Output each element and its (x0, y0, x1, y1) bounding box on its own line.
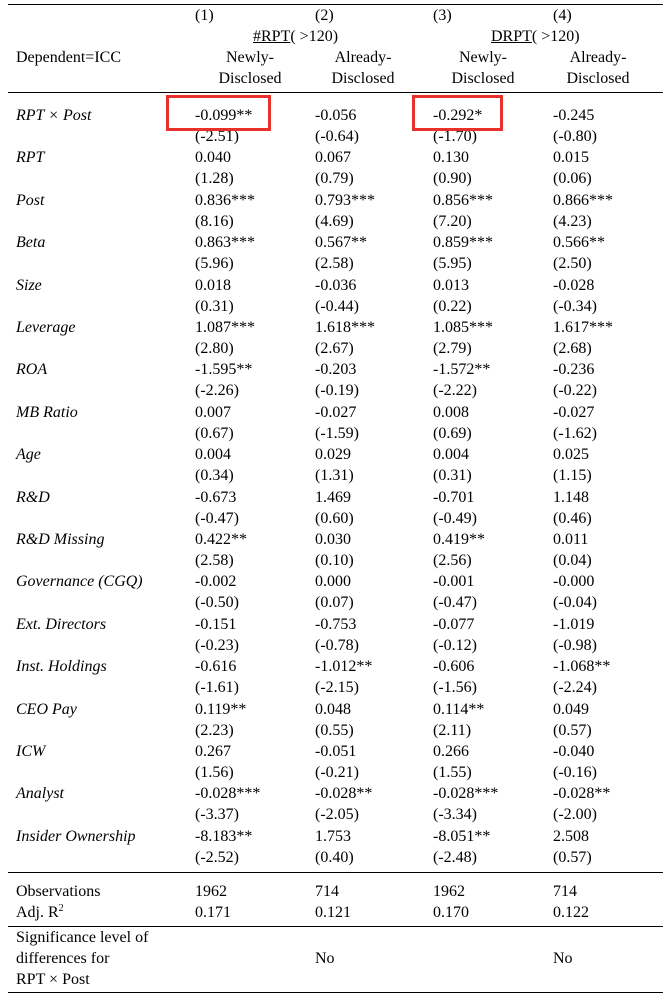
variable-label: R&D Missing (16, 531, 105, 548)
coefficient-value: -0.002 (195, 573, 237, 590)
t-statistic-value: (-1.70) (433, 128, 477, 145)
t-statistic-value: (0.34) (195, 467, 234, 484)
coefficient-value: 0.114** (433, 701, 485, 718)
coefficient-value: 2.508 (553, 828, 589, 845)
t-statistic-value: (-2.15) (315, 679, 359, 696)
coefficient-value: -0.203 (315, 361, 357, 378)
t-statistic-value: (5.96) (195, 255, 234, 272)
t-statistic-value: (0.60) (315, 510, 354, 527)
col-number: (2) (315, 7, 334, 24)
t-statistic-value: (-2.52) (195, 849, 239, 866)
significance-label: differences for (16, 950, 110, 967)
t-statistic-value: (-2.05) (315, 806, 359, 823)
coefficient-value: -0.701 (433, 489, 475, 506)
coefficient-value: 0.018 (195, 277, 231, 294)
col-number: (3) (433, 7, 452, 24)
variable-label: Ext. Directors (16, 616, 107, 633)
dependent-variable-label: Dependent=ICC (16, 49, 121, 66)
coefficient-value: 0.048 (315, 701, 351, 718)
t-statistic-value: (2.79) (433, 340, 472, 357)
coefficient-value: -0.028 (553, 277, 595, 294)
group-header-rpt-threshold: ( >120) (290, 28, 339, 45)
variable-label: Age (16, 446, 41, 463)
coefficient-value: 1.753 (315, 828, 351, 845)
coefficient-value: -0.753 (315, 616, 357, 633)
coefficient-value: -0.028** (553, 785, 611, 802)
observations-label: Observations (16, 883, 101, 900)
t-statistic-value: (0.31) (433, 467, 472, 484)
coefficient-value: -8.183** (195, 828, 253, 845)
significance-value: No (553, 950, 573, 967)
t-statistic-value: (1.15) (553, 467, 592, 484)
coefficient-value: 0.130 (433, 149, 469, 166)
t-statistic-value: (0.46) (553, 510, 592, 527)
header-rule (8, 92, 663, 93)
coefficient-value: 0.267 (195, 743, 231, 760)
coefficient-value: -0.616 (195, 658, 237, 675)
t-statistic-value: (2.58) (195, 552, 234, 569)
t-statistic-value: (-0.80) (553, 128, 597, 145)
variable-label: Inst. Holdings (16, 658, 107, 675)
coefficient-value: 0.422** (195, 531, 247, 548)
coefficient-value: 0.040 (195, 149, 231, 166)
t-statistic-value: (4.23) (553, 213, 592, 230)
coefficient-value: -0.000 (553, 573, 595, 590)
coefficient-value: 0.793*** (315, 192, 375, 209)
coefficient-value: 0.004 (433, 446, 469, 463)
t-statistic-value: (-2.24) (553, 679, 597, 696)
highlight-box-col3 (412, 95, 503, 131)
t-statistic-value: (-2.00) (553, 806, 597, 823)
t-statistic-value: (-3.37) (195, 806, 239, 823)
column-sublabel: Already- (569, 49, 627, 66)
coefficient-value: -1.572** (433, 361, 491, 378)
t-statistic-value: (-0.50) (195, 594, 239, 611)
t-statistic-value: (1.31) (315, 467, 354, 484)
coefficient-value: 0.015 (553, 149, 589, 166)
coefficient-value: 0.013 (433, 277, 469, 294)
variable-label: RPT (16, 149, 45, 166)
adj-r2-label (16, 903, 64, 923)
coefficient-value: -0.028*** (195, 785, 261, 802)
t-statistic-value: (0.79) (315, 170, 354, 187)
column-sublabel: Newly- (226, 49, 274, 66)
coefficient-value: 0.007 (195, 404, 231, 421)
significance-label: RPT × Post (16, 971, 90, 988)
coefficient-value: -0.056 (315, 107, 357, 124)
coefficient-value: -0.245 (553, 107, 595, 124)
observations-value: 714 (315, 883, 339, 900)
t-statistic-value: (2.56) (433, 552, 472, 569)
coefficient-value: 0.000 (315, 573, 351, 590)
coefficient-value: -0.151 (195, 616, 237, 633)
t-statistic-value: (2.68) (553, 340, 592, 357)
t-statistic-value: (-2.51) (195, 128, 239, 145)
group-header-drpt-name: DRPT (491, 28, 532, 45)
coefficient-value: 0.863*** (195, 234, 255, 251)
t-statistic-value: (-1.62) (553, 425, 597, 442)
t-statistic-value: (-0.98) (553, 637, 597, 654)
bottom-rule (8, 992, 663, 993)
group-header-rpt (253, 27, 338, 47)
coefficient-value: 1.085*** (433, 319, 493, 336)
observations-value: 1962 (195, 883, 227, 900)
t-statistic-value: (0.90) (433, 170, 472, 187)
t-statistic-value: (2.23) (195, 722, 234, 739)
coefficient-value: -1.595** (195, 361, 253, 378)
coefficient-value: -0.236 (553, 361, 595, 378)
column-sublabel: Already- (334, 49, 392, 66)
coefficient-value: -0.099** (195, 107, 253, 124)
variable-label: Beta (16, 234, 46, 251)
t-statistic-value: (2.67) (315, 340, 354, 357)
t-statistic-value: (1.55) (433, 764, 472, 781)
coefficient-value: 0.025 (553, 446, 589, 463)
coefficient-value: 0.030 (315, 531, 351, 548)
variable-label: CEO Pay (16, 701, 77, 718)
coefficient-value: 1.469 (315, 489, 351, 506)
coefficient-value: 0.008 (433, 404, 469, 421)
t-statistic-value: (0.40) (315, 849, 354, 866)
t-statistic-value: (2.80) (195, 340, 234, 357)
coefficient-value: -0.292* (433, 107, 483, 124)
t-statistic-value: (2.58) (315, 255, 354, 272)
coefficient-value: 0.566** (553, 234, 605, 251)
t-statistic-value: (0.57) (553, 849, 592, 866)
group-header-drpt (491, 27, 580, 47)
coefficient-value: 0.029 (315, 446, 351, 463)
coefficient-value: -0.027 (553, 404, 595, 421)
col-number: (4) (553, 7, 572, 24)
t-statistic-value: (-2.22) (433, 382, 477, 399)
coefficient-value: -0.028** (315, 785, 373, 802)
variable-label: RPT × Post (16, 107, 92, 124)
t-statistic-value: (0.67) (195, 425, 234, 442)
variable-label: Post (16, 192, 45, 209)
coefficient-value: -0.606 (433, 658, 475, 675)
body-rule (8, 872, 663, 873)
coefficient-value: 0.049 (553, 701, 589, 718)
variable-label: MB Ratio (16, 404, 78, 421)
t-statistic-value: (4.69) (315, 213, 354, 230)
variable-label: Analyst (16, 785, 64, 802)
coefficient-value: 0.266 (433, 743, 469, 760)
coefficient-value: -0.051 (315, 743, 357, 760)
t-statistic-value: (0.69) (433, 425, 472, 442)
variable-label: Size (16, 277, 42, 294)
adj-r2-value: 0.170 (433, 904, 469, 921)
coefficient-value: 1.618*** (315, 319, 375, 336)
t-statistic-value: (-0.22) (553, 382, 597, 399)
coefficient-value: 0.011 (553, 531, 589, 548)
coefficient-value: -0.027 (315, 404, 357, 421)
t-statistic-value: (2.11) (433, 722, 472, 739)
variable-label: R&D (16, 489, 50, 506)
t-statistic-value: (-1.61) (195, 679, 239, 696)
t-statistic-value: (-0.16) (553, 764, 597, 781)
coefficient-value: -0.040 (553, 743, 595, 760)
t-statistic-value: (-0.19) (315, 382, 359, 399)
coefficient-value: -1.019 (553, 616, 595, 633)
t-statistic-value: (-2.26) (195, 382, 239, 399)
t-statistic-value: (1.56) (195, 764, 234, 781)
coefficient-value: 0.119** (195, 701, 247, 718)
col-number: (1) (195, 7, 214, 24)
variable-label: Governance (CGQ) (16, 573, 143, 590)
coefficient-value: -1.012** (315, 658, 373, 675)
coefficient-value: -0.673 (195, 489, 237, 506)
column-sublabel: Disclosed (566, 70, 630, 87)
coefficient-value: 0.859*** (433, 234, 493, 251)
coefficient-value: -0.077 (433, 616, 475, 633)
t-statistic-value: (-0.78) (315, 637, 359, 654)
variable-label: Insider Ownership (16, 828, 136, 845)
coefficient-value: 1.087*** (195, 319, 255, 336)
observations-value: 1962 (433, 883, 465, 900)
t-statistic-value: (5.95) (433, 255, 472, 272)
t-statistic-value: (-2.48) (433, 849, 477, 866)
column-sublabel: Disclosed (218, 70, 282, 87)
t-statistic-value: (2.50) (553, 255, 592, 272)
t-statistic-value: (-0.47) (195, 510, 239, 527)
variable-label: Leverage (16, 319, 76, 336)
top-rule (8, 4, 663, 5)
t-statistic-value: (-0.44) (315, 298, 359, 315)
t-statistic-value: (-0.34) (553, 298, 597, 315)
t-statistic-value: (0.06) (553, 170, 592, 187)
variable-label: ICW (16, 743, 46, 760)
coefficient-value: 1.617*** (553, 319, 613, 336)
t-statistic-value: (-1.56) (433, 679, 477, 696)
t-statistic-value: (-0.23) (195, 637, 239, 654)
t-statistic-value: (8.16) (195, 213, 234, 230)
t-statistic-value: (-0.47) (433, 594, 477, 611)
coefficient-value: 0.856*** (433, 192, 493, 209)
t-statistic-value: (0.10) (315, 552, 354, 569)
t-statistic-value: (-0.49) (433, 510, 477, 527)
coefficient-value: -1.068** (553, 658, 611, 675)
t-statistic-value: (-0.64) (315, 128, 359, 145)
highlight-box-col1 (166, 95, 271, 131)
t-statistic-value: (7.20) (433, 213, 472, 230)
observations-value: 714 (553, 883, 577, 900)
coefficient-value: 0.836*** (195, 192, 255, 209)
t-statistic-value: (0.57) (553, 722, 592, 739)
coefficient-value: 0.419** (433, 531, 485, 548)
adj-r2-value: 0.171 (195, 904, 231, 921)
variable-label: ROA (16, 361, 48, 378)
t-statistic-value: (0.07) (315, 594, 354, 611)
t-statistic-value: (-1.59) (315, 425, 359, 442)
significance-value: No (315, 950, 335, 967)
coefficient-value: 0.567** (315, 234, 367, 251)
t-statistic-value: (0.04) (553, 552, 592, 569)
t-statistic-value: (-0.12) (433, 637, 477, 654)
coefficient-value: 0.067 (315, 149, 351, 166)
coefficient-value: -0.028*** (433, 785, 499, 802)
coefficient-value: 1.148 (553, 489, 589, 506)
t-statistic-value: (0.55) (315, 722, 354, 739)
significance-label: Significance level of (16, 929, 149, 946)
t-statistic-value: (1.28) (195, 170, 234, 187)
coefficient-value: -8.051** (433, 828, 491, 845)
group-header-drpt-threshold: ( >120) (531, 28, 580, 45)
coefficient-value: -0.036 (315, 277, 357, 294)
coefficient-value: 0.866*** (553, 192, 613, 209)
t-statistic-value: (0.22) (433, 298, 472, 315)
adj-r2-text: Adj. R (16, 904, 59, 921)
adj-r2-value: 0.122 (553, 904, 589, 921)
stats-rule (8, 926, 663, 927)
adj-r2-value: 0.121 (315, 904, 351, 921)
t-statistic-value: (-0.21) (315, 764, 359, 781)
column-sublabel: Newly- (459, 49, 507, 66)
coefficient-value: 0.004 (195, 446, 231, 463)
coefficient-value: -0.001 (433, 573, 475, 590)
group-header-rpt-name: #RPT (253, 28, 291, 45)
adj-r2-superscript: 2 (58, 903, 64, 914)
t-statistic-value: (0.31) (195, 298, 234, 315)
column-sublabel: Disclosed (451, 70, 515, 87)
column-sublabel: Disclosed (331, 70, 395, 87)
t-statistic-value: (-3.34) (433, 806, 477, 823)
t-statistic-value: (-0.04) (553, 594, 597, 611)
